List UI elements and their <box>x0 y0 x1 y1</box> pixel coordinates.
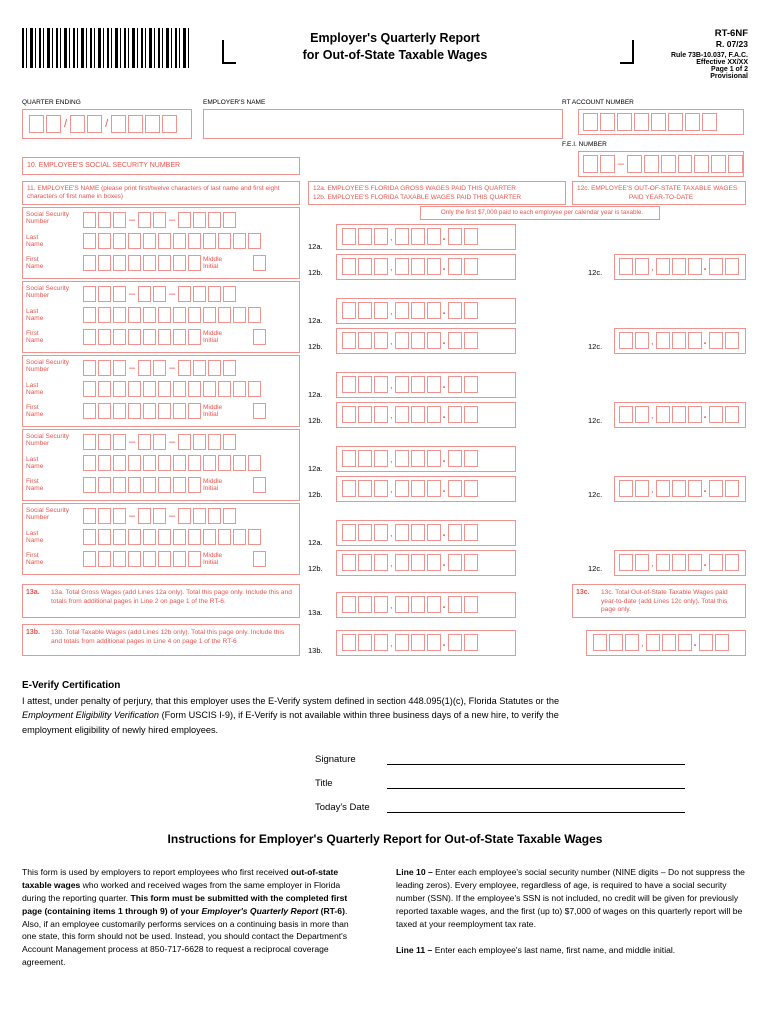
instructions-right <box>396 866 746 957</box>
everify-body-3: employment eligibility of newly hired employees. <box>22 724 219 735</box>
quarter-ending-label: QUARTER ENDING <box>22 99 81 106</box>
row3-out-of-state[interactable]: , . <box>614 402 746 428</box>
rt-3[interactable] <box>617 113 632 131</box>
middle-initial-3[interactable] <box>253 403 266 419</box>
everify-body-2 <box>22 708 732 722</box>
row2-12c-tag: 12c. <box>588 342 603 351</box>
middle-initial-label-2: Middle Initial <box>203 330 223 345</box>
last-name-label-4: Last Name <box>26 456 44 471</box>
form-revision: R. 07/23 <box>715 39 748 49</box>
line10-header <box>22 157 300 175</box>
col12c-header <box>572 181 746 205</box>
row5-taxable-wages[interactable]: , . <box>336 550 516 576</box>
instr-right-label-2: Line 11 – <box>396 945 433 956</box>
row3-12a-tag: 12a. <box>308 390 323 399</box>
rt-account-box[interactable] <box>578 109 744 135</box>
ssn-label-4: Social Security Number <box>26 433 69 448</box>
last-name-label-5: Last Name <box>26 530 44 545</box>
signature-input[interactable] <box>387 752 685 765</box>
qe-d2[interactable] <box>87 115 102 133</box>
qe-d1[interactable] <box>70 115 85 133</box>
total-out-of-state[interactable]: , . <box>586 630 746 656</box>
first-name-label-3: First Name <box>26 404 44 419</box>
middle-initial-1[interactable] <box>253 255 266 271</box>
total-taxable-wages[interactable]: , . <box>336 630 516 656</box>
form-page-number: Page 1 of 2 <box>711 66 748 73</box>
everify-body-2-rest: (Form USCIS I-9), if E-Verify is not available within three business days of a new hire, to verify the <box>159 710 559 721</box>
fei-4[interactable] <box>644 155 659 173</box>
row3-12b-tag: 12b. <box>308 416 323 425</box>
line13b-tag: 13b. <box>26 629 41 636</box>
instructions-heading: Instructions for Employer's Quarterly Report for Out-of-State Taxable Wages <box>167 832 603 846</box>
fei-7[interactable] <box>694 155 709 173</box>
everify-heading: E-Verify Certification <box>22 680 121 691</box>
form-provisional: Provisional <box>710 73 748 80</box>
line13a-block <box>22 584 300 618</box>
rt-1[interactable] <box>583 113 598 131</box>
page-title-line2: for Out-of-State Taxable Wages <box>302 47 488 62</box>
middle-initial-label-3: Middle Initial <box>203 404 223 419</box>
instructions-left <box>22 866 362 969</box>
row5-gross-wages[interactable]: , . <box>336 520 516 546</box>
qe-m1[interactable] <box>29 115 44 133</box>
title-input[interactable] <box>387 776 685 789</box>
quarter-ending-box[interactable]: / / <box>22 109 192 139</box>
last-name-label-3: Last Name <box>26 382 44 397</box>
last-name-label-1: Last Name <box>26 234 44 249</box>
line11-header <box>22 181 300 205</box>
row5-out-of-state[interactable]: , . <box>614 550 746 576</box>
instr-right-label-1: Line 10 – <box>396 867 433 877</box>
instr-left-e: Employer's Quarterly Report <box>201 905 321 916</box>
row3-12c-tag: 12c. <box>588 416 603 425</box>
row4-gross-wages[interactable]: , . <box>336 446 516 472</box>
ssn-label-2: Social Security Number <box>26 285 69 300</box>
first-name-label-5: First Name <box>26 552 44 567</box>
line10-label: 10. EMPLOYEE'S SOCIAL SECURITY NUMBER <box>27 162 181 169</box>
form-rule: Rule 73B-10.037, F.A.C. <box>670 52 748 59</box>
row4-12a-tag: 12a. <box>308 464 323 473</box>
middle-initial-5[interactable] <box>253 551 266 567</box>
fei-2[interactable] <box>600 155 615 173</box>
first-name-label-1: First Name <box>26 256 44 271</box>
employee-row-3-name-block: Social Security Number – – Last Name First Name Middle Initial <box>22 355 300 427</box>
qe-y2[interactable] <box>128 115 143 133</box>
first-name-label-4: First Name <box>26 478 44 493</box>
rt-5[interactable] <box>651 113 666 131</box>
everify-body-1: I attest, under penalty of perjury, that this employer uses the E-Verify system defined in section 448.095(1)(c), Florida Statutes or the <box>22 696 560 706</box>
fei-3[interactable] <box>627 155 642 173</box>
qe-y4[interactable] <box>162 115 177 133</box>
middle-initial-2[interactable] <box>253 329 266 345</box>
rt-6[interactable] <box>668 113 683 131</box>
rt-7[interactable] <box>685 113 700 131</box>
form-effective: Effective XX/XX <box>696 59 748 66</box>
ssn-label-3: Social Security Number <box>26 359 69 374</box>
total13a-tag: 13a. <box>308 608 323 617</box>
instr-left-d: This form must be submitted with the completed first page (containing items 1 through 9) of your <box>22 892 348 916</box>
col12ab-header <box>308 181 566 205</box>
first-name-label-2: First Name <box>26 330 44 345</box>
total13b-tag: 13b. <box>308 646 323 655</box>
row5-12a-tag: 12a. <box>308 538 323 547</box>
middle-initial-label-5: Middle Initial <box>203 552 223 567</box>
fei-label: F.E.I. NUMBER <box>562 141 607 148</box>
instr-left-b: out-of-state taxable wages <box>22 867 339 890</box>
fei-6[interactable] <box>678 155 693 173</box>
taxable-note-text: Only the first $7,000 paid to each employee per calendar year is taxable. <box>440 209 644 216</box>
row2-gross-wages[interactable]: , . <box>336 298 516 324</box>
fei-1[interactable] <box>583 155 598 173</box>
row4-12c-tag: 12c. <box>588 490 603 499</box>
total-gross-wages[interactable]: , . <box>336 592 516 618</box>
row1-12c-tag: 12c. <box>588 268 603 277</box>
instr-left-c: who worked and received wages from the same employer in Florida during the reporting quarter. <box>22 879 341 903</box>
employee-row-1-name-block: Social Security Number – – Last Name First Name Middle Initial <box>22 207 300 279</box>
fei-box[interactable]: – <box>578 151 744 177</box>
employee-row-5-name-block: Social Security Number – – Last Name First Name Middle Initial <box>22 503 300 575</box>
col12c-label-line2: PAID YEAR-TO-DATE <box>628 193 694 201</box>
line11-label: 11. EMPLOYEE'S NAME (please print first/twelve characters of last name and first eight characters of first name in boxes) <box>27 185 280 201</box>
qe-y3[interactable] <box>145 115 160 133</box>
line13c-tag: 13c. <box>576 589 590 596</box>
middle-initial-label-4: Middle Initial <box>203 478 223 493</box>
middle-initial-4[interactable] <box>253 477 266 493</box>
row2-taxable-wages[interactable]: , . <box>336 328 516 354</box>
line13a-tag: 13a. <box>26 589 40 596</box>
middle-initial-label-1: Middle Initial <box>203 256 223 271</box>
date-label: Today's Date <box>315 802 370 813</box>
col12c-label-line1: 12c. EMPLOYEE'S OUT-OF-STATE TAXABLE WAGES <box>577 185 738 192</box>
line13c-label: 13c. Total Out-of-State Taxable Wages paid year-to-date (add Lines 12c only). Total this page only. <box>601 589 728 614</box>
row3-taxable-wages[interactable]: , . <box>336 402 516 428</box>
row2-12b-tag: 12b. <box>308 342 323 351</box>
row5-12b-tag: 12b. <box>308 564 323 573</box>
row5-12c-tag: 12c. <box>588 564 603 573</box>
qe-m2[interactable] <box>46 115 61 133</box>
page-title <box>250 30 540 64</box>
ssn-label-1: Social Security Number <box>26 211 69 226</box>
row2-12a-tag: 12a. <box>308 316 323 325</box>
col12a-label: 12a. EMPLOYEE'S FLORIDA GROSS WAGES PAID THIS QUARTER <box>313 185 516 192</box>
instr-left-f: (RT-6) <box>320 905 345 916</box>
ssn-label-5: Social Security Number <box>26 507 69 522</box>
row1-gross-wages[interactable]: , . <box>336 224 516 250</box>
last-name-label-2: Last Name <box>26 308 44 323</box>
rt-2[interactable] <box>600 113 615 131</box>
title-label: Title <box>315 778 333 789</box>
crop-mark-left <box>222 40 236 64</box>
employers-name-label: EMPLOYER'S NAME <box>203 99 266 106</box>
line13a-label: 13a. Total Gross Wages (add Lines 12a only). Total this page only. Include this and totals from additional pages in Line 2 on page 1 of the RT-6. <box>51 589 292 605</box>
employee-row-4-name-block: Social Security Number – – Last Name First Name Middle Initial <box>22 429 300 501</box>
line13b-label: 13b. Total Taxable Wages (add Lines 12b only). Total this page only. Include this and totals from additional pages in Line 4 on page 1 of the RT-6 <box>51 629 285 645</box>
row1-out-of-state[interactable]: , . <box>614 254 746 280</box>
form-id: RT-6NF <box>714 28 748 39</box>
date-input[interactable] <box>387 800 685 813</box>
row4-12b-tag: 12b. <box>308 490 323 499</box>
instr-right-2: Enter each employee's last name, first name, and middle initial. <box>432 945 676 956</box>
row2-out-of-state[interactable]: , . <box>614 328 746 354</box>
instr-left-a: This form is used by employers to report employees who first received <box>22 867 291 877</box>
line13b-block <box>22 624 300 656</box>
page-title-line1: Employer's Quarterly Report <box>310 31 480 45</box>
taxable-note <box>420 206 660 220</box>
employers-name-input[interactable] <box>203 109 563 139</box>
line13c-block <box>572 584 746 618</box>
fei-5[interactable] <box>661 155 676 173</box>
everify-form-italic: Employment Eligibility Verification <box>22 710 160 721</box>
fei-8[interactable] <box>711 155 726 173</box>
barcode <box>22 28 192 68</box>
rt-4[interactable] <box>634 113 649 131</box>
instr-left-g: . Also, if an employee customarily performs services on a continuing basis in more than one state, this form should not be used. Instead, you should contact the Department's Account Management process at 850-717-6628 to request a reciprocal coverage agreement. <box>22 905 349 968</box>
row1-taxable-wages[interactable]: , . <box>336 254 516 280</box>
fei-9[interactable] <box>728 155 743 173</box>
col12b-label: 12b. EMPLOYEE'S FLORIDA TAXABLE WAGES PAID THIS QUARTER <box>313 193 522 201</box>
rt-account-label: RT ACCOUNT NUMBER <box>562 99 634 106</box>
rt-8[interactable] <box>702 113 717 131</box>
row4-taxable-wages[interactable]: , . <box>336 476 516 502</box>
qe-y1[interactable] <box>111 115 126 133</box>
row3-gross-wages[interactable]: , . <box>336 372 516 398</box>
row1-12a-tag: 12a. <box>308 242 323 251</box>
row1-12b-tag: 12b. <box>308 268 323 277</box>
instr-right-1: Enter each employee's social security number (NINE digits – Do not suppress the leading zeros). Every employee, regardless of age, is required to have a social security number (SSN). If the employee's SSN is not included, no credit will be given for previously reported taxable wages, and the first (up to) $7,000 of wages on this quarterly report will be taxed at your reemployment tax rate. <box>396 867 745 929</box>
employee-row-2-name-block: Social Security Number – – Last Name First Name Middle Initial <box>22 281 300 353</box>
row4-out-of-state[interactable]: , . <box>614 476 746 502</box>
signature-label: Signature <box>315 754 356 765</box>
